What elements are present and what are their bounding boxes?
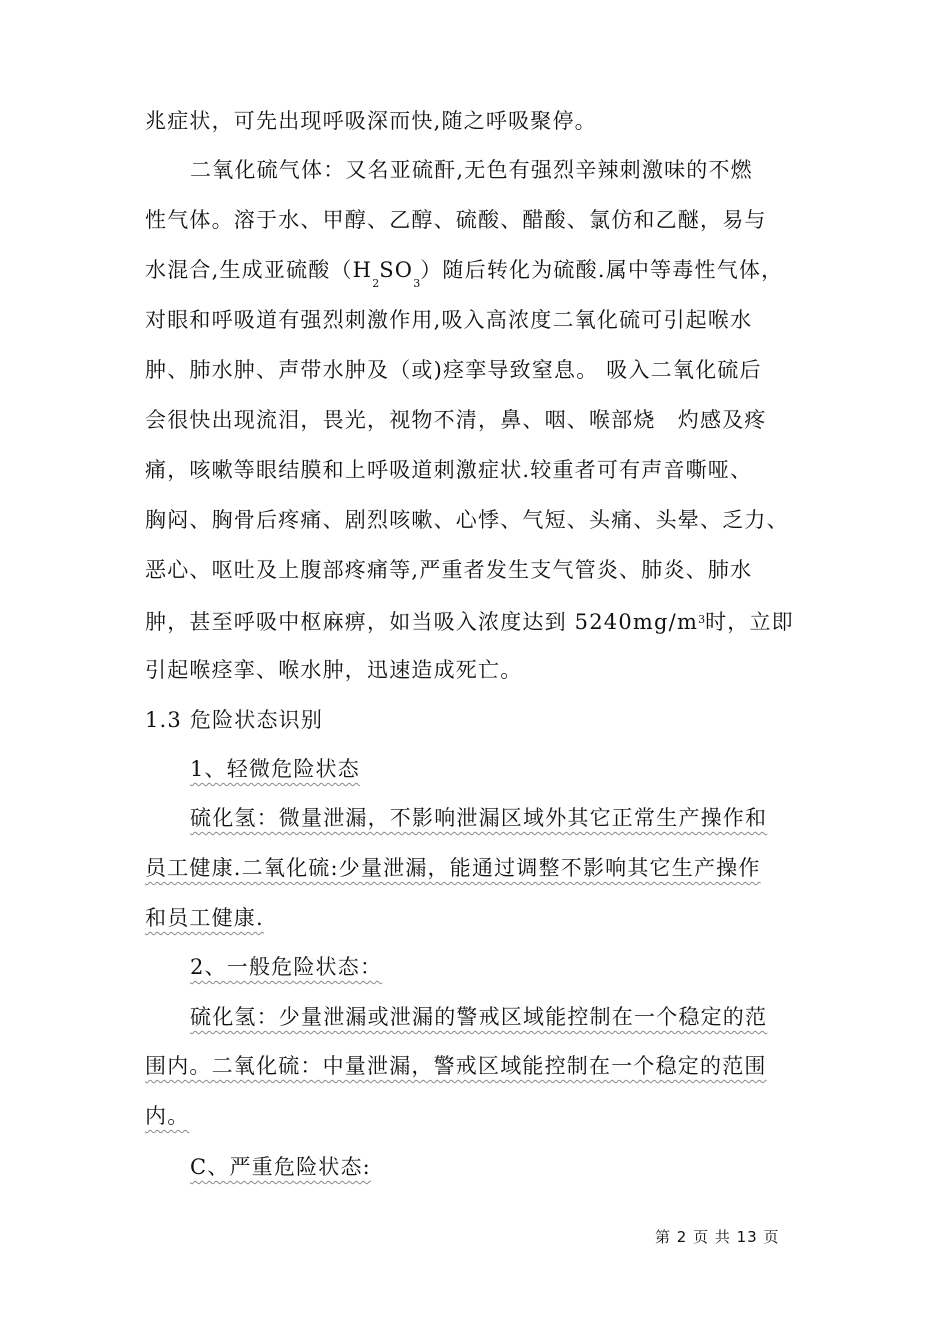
text: 1、轻微危险状态	[190, 757, 360, 781]
text: 硫化氢：少量泄漏或泄漏的警戒区域能控制在一个稳定的范	[190, 1005, 768, 1029]
text: ）随后转化为硫酸.属中等毒性气体，	[420, 258, 784, 282]
paragraph-line	[145, 305, 825, 335]
superscript: 3	[698, 613, 706, 626]
paragraph-line	[145, 1051, 825, 1081]
paragraph-line	[145, 853, 825, 883]
text: 肿，甚至呼吸中枢麻痹，如当吸入浓度达到 5240mg/m	[145, 610, 699, 634]
paragraph-line	[145, 605, 825, 637]
section-heading	[145, 705, 825, 735]
text: 二氧化硫气体：又名亚硫酐,无色有强烈辛辣刺激味的不燃	[190, 158, 753, 182]
paragraph-line	[190, 155, 830, 185]
text: 会很快出现流泪，畏光，视物不清，鼻、咽、喉部烧 灼感及疼	[145, 408, 767, 432]
paragraph-line	[145, 555, 825, 585]
text: 围内。二氧化硫：中量泄漏，警戒区域能控制在一个稳定的范围	[145, 1054, 767, 1078]
paragraph-line	[145, 1101, 825, 1131]
text: 1.3 危险状态识别	[145, 708, 324, 732]
text: 对眼和呼吸道有强烈刺激作用,吸入高浓度二氧化硫可引起喉水	[145, 308, 753, 332]
text: 胸闷、胸骨后疼痛、剧烈咳嗽、心悸、气短、头痛、头晕、乏力、	[145, 508, 789, 532]
paragraph-line	[145, 355, 825, 385]
subheading	[190, 754, 830, 784]
text: 肿、肺水肿、声带水肿及（或)痉挛导致窒息。 吸入二氧化硫后	[145, 358, 762, 382]
paragraph-line	[145, 655, 825, 685]
page-number	[655, 1227, 779, 1247]
subscript: 3	[413, 277, 421, 290]
subscript: 2	[372, 277, 380, 290]
text: 员工健康.二氧化硫:少量泄漏，能通过调整不影响其它生产操作	[145, 856, 761, 880]
text: 2、一般危险状态：	[190, 955, 383, 979]
text: C、严重危险状态:	[190, 1155, 371, 1179]
text: 硫化氢：微量泄漏，不影响泄漏区域外其它正常生产操作和	[190, 806, 768, 830]
text: 时，立即	[705, 610, 794, 634]
paragraph-line	[145, 903, 825, 933]
text: 性气体。溶于水、甲醇、乙醇、硫酸、醋酸、氯仿和乙醚，易与	[145, 208, 767, 232]
page-number-text: 第 2 页 共 13 页	[655, 1228, 780, 1246]
text: 和员工健康.	[145, 906, 264, 930]
subheading	[190, 952, 830, 982]
paragraph-line	[145, 106, 825, 136]
paragraph-line	[145, 405, 825, 435]
text: 引起喉痉挛、喉水肿，迅速造成死亡。	[145, 658, 523, 682]
paragraph-line	[145, 455, 825, 485]
paragraph-line	[190, 803, 830, 833]
text: 恶心、呕吐及上腹部疼痛等,严重者发生支气管炎、肺炎、肺水	[145, 558, 753, 582]
text: 痛，咳嗽等眼结膜和上呼吸道刺激症状.较重者可有声音嘶哑、	[145, 458, 753, 482]
text: SO	[379, 258, 414, 282]
paragraph-line	[145, 205, 825, 235]
paragraph-line	[145, 505, 825, 535]
paragraph-line	[145, 255, 825, 299]
text: 兆症状，可先出现呼吸深而快,随之呼吸聚停。	[145, 109, 597, 133]
subheading	[190, 1152, 830, 1182]
text: 内。	[145, 1104, 190, 1128]
text: 水混合,生成亚硫酸（H	[145, 258, 373, 282]
paragraph-line	[190, 1002, 830, 1032]
